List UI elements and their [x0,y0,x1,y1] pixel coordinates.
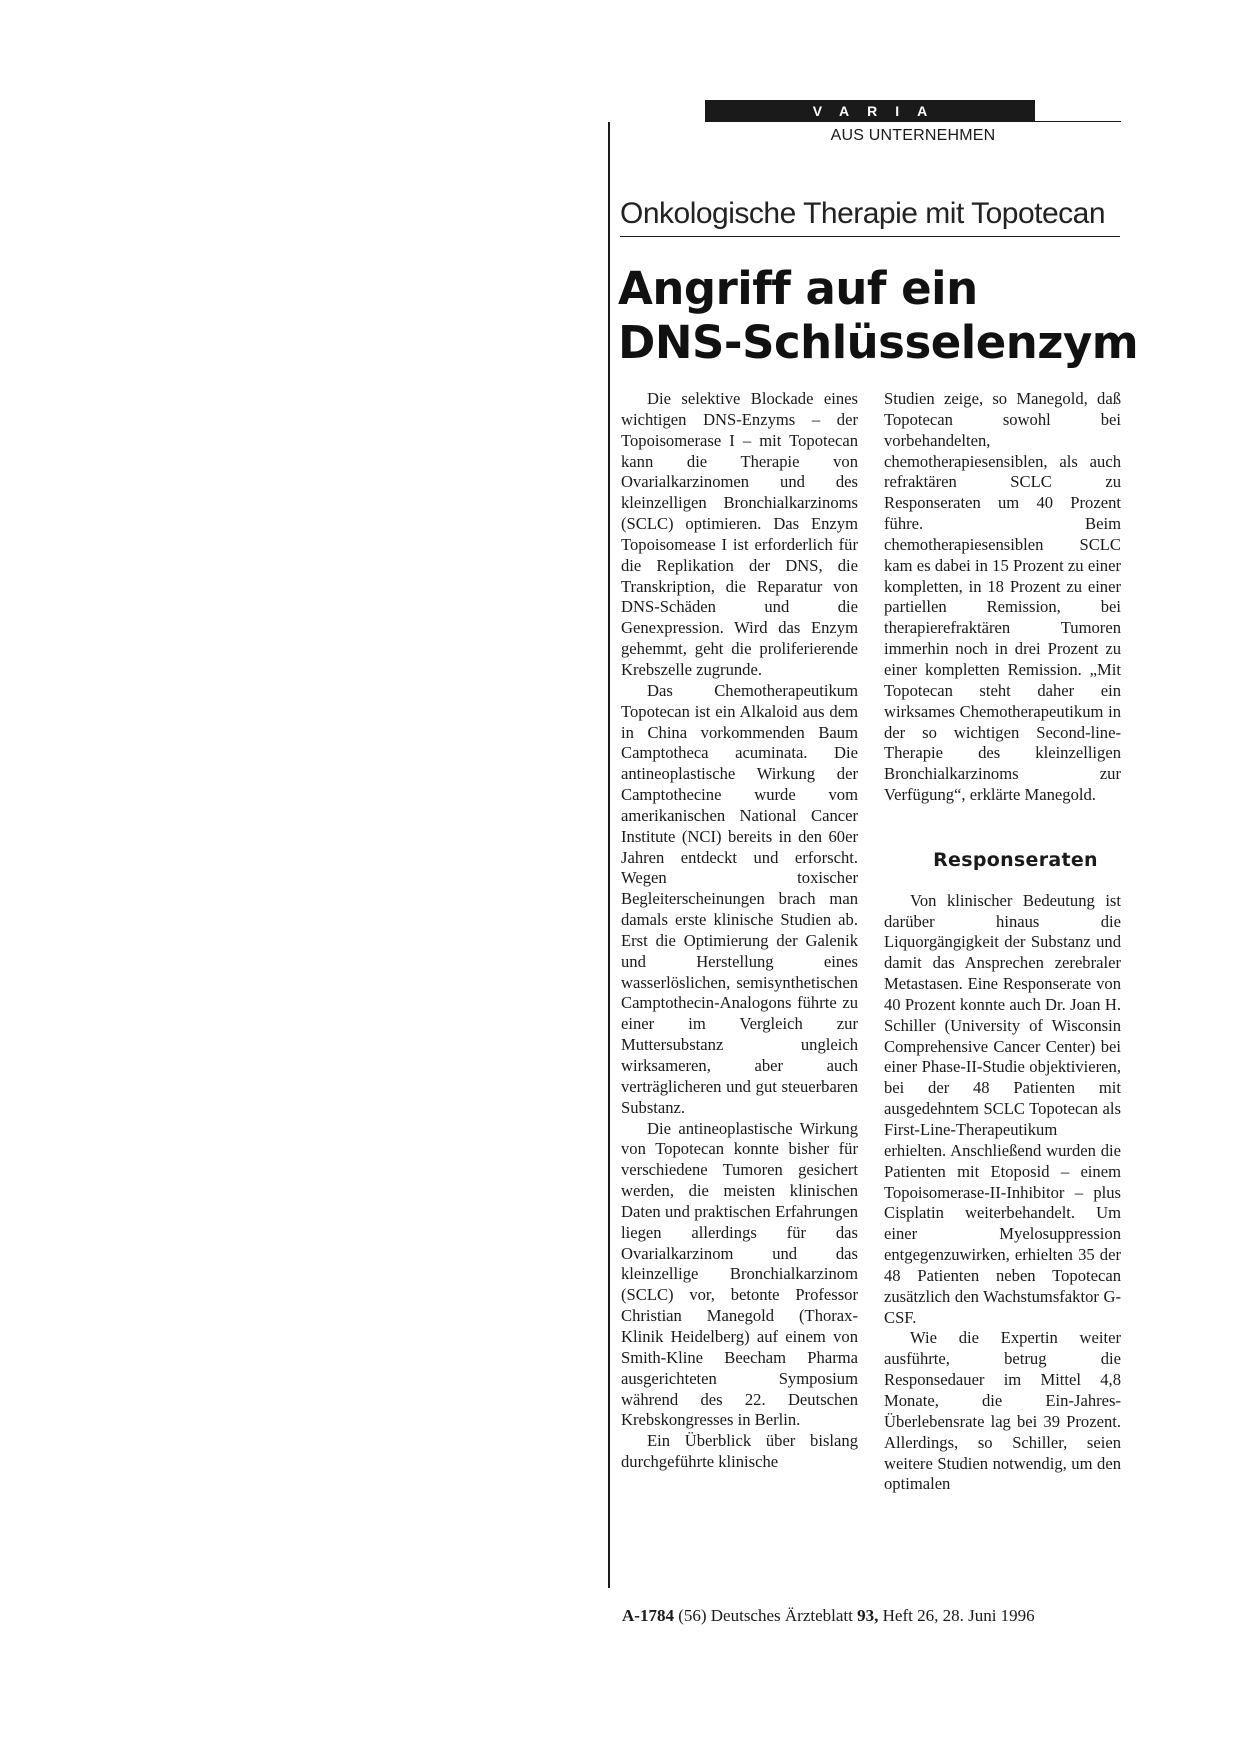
kicker-rule [620,236,1120,237]
article-headline [618,262,1138,370]
paragraph: Die antineoplastische Wirkung von Topotecan konnte bisher für verschiedene Tumoren gesichert werden, die meisten klinischen Daten und praktischen Erfahrungen liegen allerdings für das Ovarialkarzinom und das kleinzellige Bronchialkarzinom (SCLC) vor, betonte Professor Christian Manegold (Thorax-Klinik Heidelberg) auf einem von Smith-Kline Beecham Pharma ausgerichteten Symposium während des 22. Deutschen Krebskongresses in Berlin. [621,1118,858,1430]
section-label: AUS UNTERNEHMEN [830,127,996,144]
text-column-right [884,389,1121,1495]
footer-volume: 93, [857,1606,879,1625]
column-divider-line [608,122,610,1588]
paragraph: Das Chemotherapeutikum Topotecan ist ein Alkaloid aus dem in China vorkommenden Baum Camptotheca acuminata. Die antineoplastische Wirkung der Camptothecine wurde vom amerikanischen National Cancer Institute (NCI) bereits in den 60er Jahren entdeckt und erforscht. Wegen toxischer Begleiterscheinungen brach man damals erste klinische Studien ab. Erst die Optimierung der Galenik und Herstellung eines wasserlöslichen, semisynthetischen Camptothecin-Analogons führte zu einer im Vergleich zur Muttersubstanz ungleich wirksameren, aber auch verträglicheren und gut steuerbaren Substanz. [621,680,858,1117]
page-footer [622,1606,1142,1626]
paragraph: Studien zeige, so Manegold, daß Topotecan sowohl bei vorbehandelten, chemotherapiesensiblen, als auch refraktären SCLC zu Responseraten um 40 Prozent führe. Beim chemotherapiesensiblen SCLC kam es dabei in 15 Prozent zu einer kompletten, in 18 Prozent zu einer partiellen Remission, bei therapierefraktären Tumoren immerhin noch in drei Prozent zu einer kompletten Remission. „Mit Topotecan steht daher ein wirksames Chemotherapeutikum in der so wichtigen Second-line-Therapie des kleinzelligen Bronchialkarzinoms zur Verfügung“, erklärte Manegold. [884,389,1121,805]
footer-issue-date: Heft 26, 28. Juni 1996 [882,1606,1035,1625]
paragraph: Die selektive Blockade eines wichtigen DNS-Enzyms – der Topoisomerase I – mit Topotecan kann die Therapie von Ovarialkarzinomen und des kleinzelligen Bronchialkarzinoms (SCLC) optimieren. Das Enzym Topoisomease I ist erforderlich für die Replikation der DNS, die Transkription, die Reparatur von DNS-Schäden und die Genexpression. Wird das Enzym gehemmt, geht die proliferierende Krebszelle zugrunde. [621,389,858,679]
paragraph: Ein Überblick über bislang durchgeführte klinische [621,1431,858,1472]
headline-line-2: DNS-Schlüsselenzym [618,316,1139,369]
varia-banner: VARIA [705,100,1035,122]
headline-line-1: Angriff auf ein [618,262,978,315]
footer-journal: (56) Deutsches Ärzteblatt [678,1606,853,1625]
page-number: A-1784 [622,1606,674,1625]
subheading: Responseraten [933,848,1098,871]
text-column-left [621,389,858,1473]
header-rule [1035,121,1121,122]
article-kicker: Onkologische Therapie mit Topotecan [620,197,1106,230]
paragraph: Wie die Expertin weiter ausführte, betrug die Responsedauer im Mittel 4,8 Monate, die Ein-Jahres-Überlebensrate lag bei 39 Prozent. Allerdings, so Schiller, seien weitere Studien notwendig, um den optimalen [884,1328,1121,1494]
paragraph: Von klinischer Bedeutung ist darüber hinaus die Liquorgängigkeit der Substanz und damit das Ansprechen zerebraler Metastasen. Eine Responserate von 40 Prozent konnte auch Dr. Joan H. Schiller (University of Wisconsin Comprehensive Cancer Center) bei einer Phase-II-Studie objektivieren, bei der 48 Patienten mit ausgedehntem SCLC Topotecan als First-Line-Therapeutikum erhielten. Anschließend wurden die Patienten mit Etoposid – einem Topoisomerase-II-Inhibitor – plus Cisplatin weiterbehandelt. Um einer Myelosuppression entgegenzuwirken, erhielten 35 der 48 Patienten neben Topotecan zusätzlich den Wachstumsfaktor G-CSF. [884,890,1121,1327]
